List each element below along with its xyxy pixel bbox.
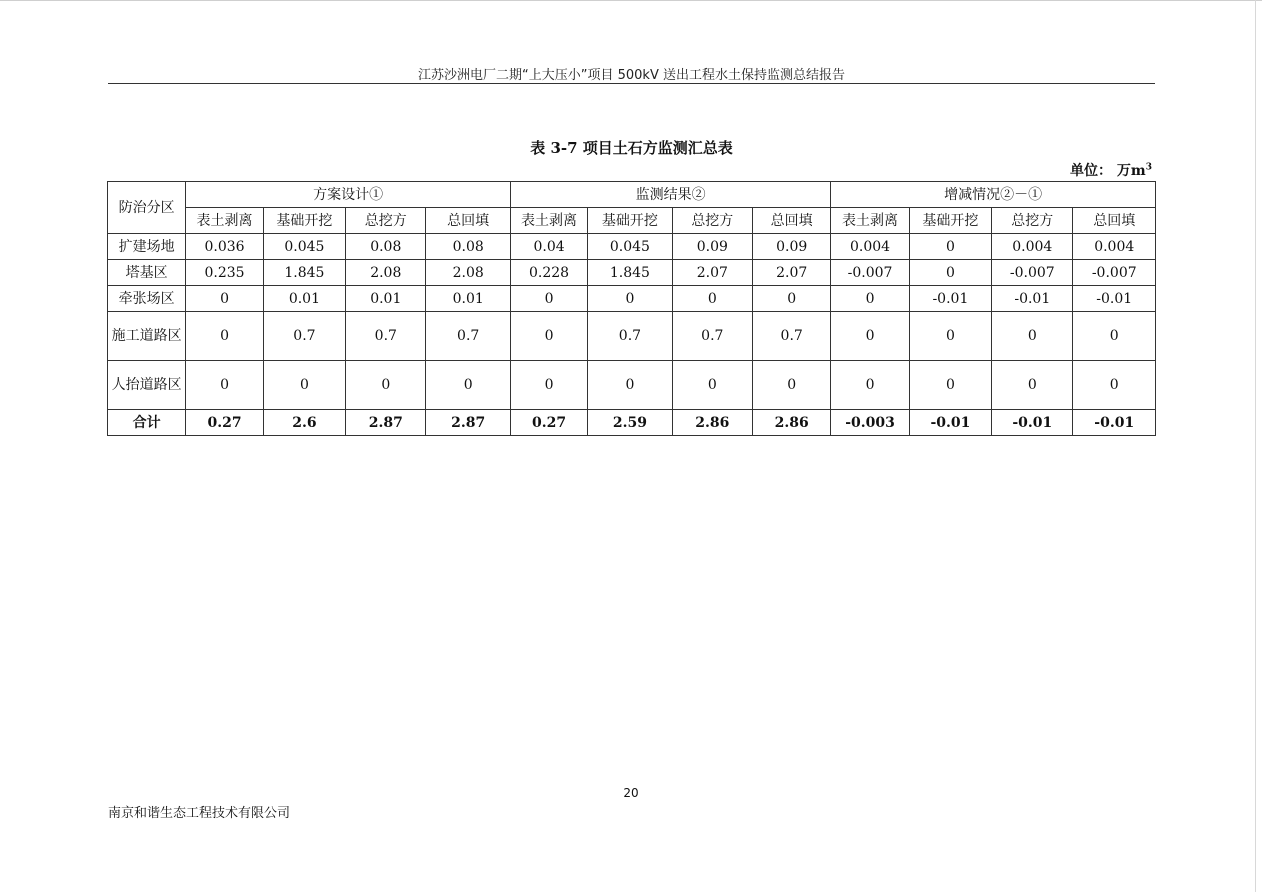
table-cell: -0.007: [1073, 260, 1156, 286]
row-label: 塔基区: [108, 260, 186, 286]
footer-company: 南京和谐生态工程技术有限公司: [108, 806, 291, 821]
group-header-row: [108, 182, 1156, 208]
total-cell: 0.27: [186, 410, 263, 436]
table-cell: 0: [909, 260, 991, 286]
zone-header: 防治分区: [108, 182, 186, 234]
table-cell: 0.228: [510, 260, 587, 286]
total-cell: 2.6: [263, 410, 345, 436]
table-cell: 0: [186, 361, 263, 410]
table-cell: 0.7: [346, 312, 426, 361]
table-cell: 0.7: [588, 312, 672, 361]
table-cell: 0: [831, 312, 909, 361]
table-cell: 0: [186, 312, 263, 361]
table-cell: -0.01: [909, 286, 991, 312]
table-cell: 0: [263, 361, 345, 410]
total-row: [108, 410, 1156, 436]
table-row: [108, 260, 1156, 286]
table-row: [108, 312, 1156, 361]
table-cell: 0.045: [263, 234, 345, 260]
page-top-border: [0, 0, 1262, 1]
total-cell: 2.59: [588, 410, 672, 436]
table-cell: 0: [672, 286, 752, 312]
table-cell: 0.08: [426, 234, 510, 260]
column-header: 基础开挖: [909, 208, 991, 234]
row-label: 扩建场地: [108, 234, 186, 260]
table-cell: 2.08: [426, 260, 510, 286]
table-cell: 0: [753, 361, 831, 410]
table-cell: 0: [588, 361, 672, 410]
column-header: 总挖方: [672, 208, 752, 234]
table-cell: -0.007: [831, 260, 909, 286]
table-cell: 0: [510, 286, 587, 312]
table-cell: 0: [588, 286, 672, 312]
column-header: 总挖方: [992, 208, 1073, 234]
table-cell: 0: [753, 286, 831, 312]
column-header: 表土剥离: [186, 208, 263, 234]
table-cell: 0.235: [186, 260, 263, 286]
table-cell: 0.01: [346, 286, 426, 312]
unit-label: [1070, 160, 1152, 180]
table-cell: 0: [909, 234, 991, 260]
column-header: 总回填: [1073, 208, 1156, 234]
table-cell: 0: [186, 286, 263, 312]
group-header: 方案设计①: [186, 182, 511, 208]
table-cell: 0: [1073, 312, 1156, 361]
table-cell: 0: [831, 286, 909, 312]
row-label: 牵张场区: [108, 286, 186, 312]
table-cell: 0.7: [263, 312, 345, 361]
table-cell: 0: [992, 361, 1073, 410]
total-cell: 2.86: [753, 410, 831, 436]
table-cell: 0.7: [672, 312, 752, 361]
table-cell: 1.845: [263, 260, 345, 286]
unit-prefix: 单位： 万: [1070, 163, 1131, 179]
table-cell: 1.845: [588, 260, 672, 286]
total-cell: -0.003: [831, 410, 909, 436]
column-header: 基础开挖: [263, 208, 345, 234]
table-cell: 0: [1073, 361, 1156, 410]
table-cell: 0: [909, 312, 991, 361]
table-cell: 0.01: [426, 286, 510, 312]
column-header: 表土剥离: [831, 208, 909, 234]
group-header: 监测结果②: [510, 182, 830, 208]
table-cell: 2.08: [346, 260, 426, 286]
total-cell: 2.87: [426, 410, 510, 436]
total-label: 合计: [108, 410, 186, 436]
table-cell: 0.036: [186, 234, 263, 260]
total-cell: 2.86: [672, 410, 752, 436]
table-cell: 0.004: [831, 234, 909, 260]
table-cell: 0.09: [753, 234, 831, 260]
table-cell: 0: [992, 312, 1073, 361]
header-rule: [108, 83, 1155, 84]
table-cell: 2.07: [753, 260, 831, 286]
table-cell: 0: [831, 361, 909, 410]
table-cell: 0: [510, 312, 587, 361]
table-cell: 0.045: [588, 234, 672, 260]
page-right-border: [1255, 0, 1256, 892]
total-cell: 0.27: [510, 410, 587, 436]
table-cell: 0.01: [263, 286, 345, 312]
row-label: 施工道路区: [108, 312, 186, 361]
table-cell: 0.004: [1073, 234, 1156, 260]
table-cell: 0.09: [672, 234, 752, 260]
subheader-row: [108, 208, 1156, 234]
unit-base: m: [1130, 163, 1146, 179]
table-cell: 0.08: [346, 234, 426, 260]
table-cell: 2.07: [672, 260, 752, 286]
unit-superscript: 3: [1145, 162, 1152, 173]
group-header: 增减情况②－①: [831, 182, 1156, 208]
column-header: 总挖方: [346, 208, 426, 234]
table-cell: 0: [909, 361, 991, 410]
page-number: 20: [623, 786, 639, 800]
table-cell: 0: [346, 361, 426, 410]
table-cell: -0.01: [992, 286, 1073, 312]
total-cell: 2.87: [346, 410, 426, 436]
table-title: 表 3-7 项目土石方监测汇总表: [530, 139, 733, 157]
table-row: [108, 361, 1156, 410]
column-header: 表土剥离: [510, 208, 587, 234]
table-row: [108, 234, 1156, 260]
row-label: 人抬道路区: [108, 361, 186, 410]
table-cell: -0.01: [1073, 286, 1156, 312]
table-cell: 0.04: [510, 234, 587, 260]
table-cell: 0.7: [426, 312, 510, 361]
table-cell: 0: [672, 361, 752, 410]
table-row: [108, 286, 1156, 312]
total-cell: -0.01: [909, 410, 991, 436]
column-header: 总回填: [753, 208, 831, 234]
total-cell: -0.01: [992, 410, 1073, 436]
table-cell: 0.004: [992, 234, 1073, 260]
table-cell: 0: [510, 361, 587, 410]
total-cell: -0.01: [1073, 410, 1156, 436]
column-header: 总回填: [426, 208, 510, 234]
table-cell: 0: [426, 361, 510, 410]
earthwork-table: [107, 181, 1156, 436]
running-header: 江苏沙洲电厂二期“上大压小”项目 500kV 送出工程水土保持监测总结报告: [418, 68, 845, 83]
table-cell: -0.007: [992, 260, 1073, 286]
column-header: 基础开挖: [588, 208, 672, 234]
table-cell: 0.7: [753, 312, 831, 361]
